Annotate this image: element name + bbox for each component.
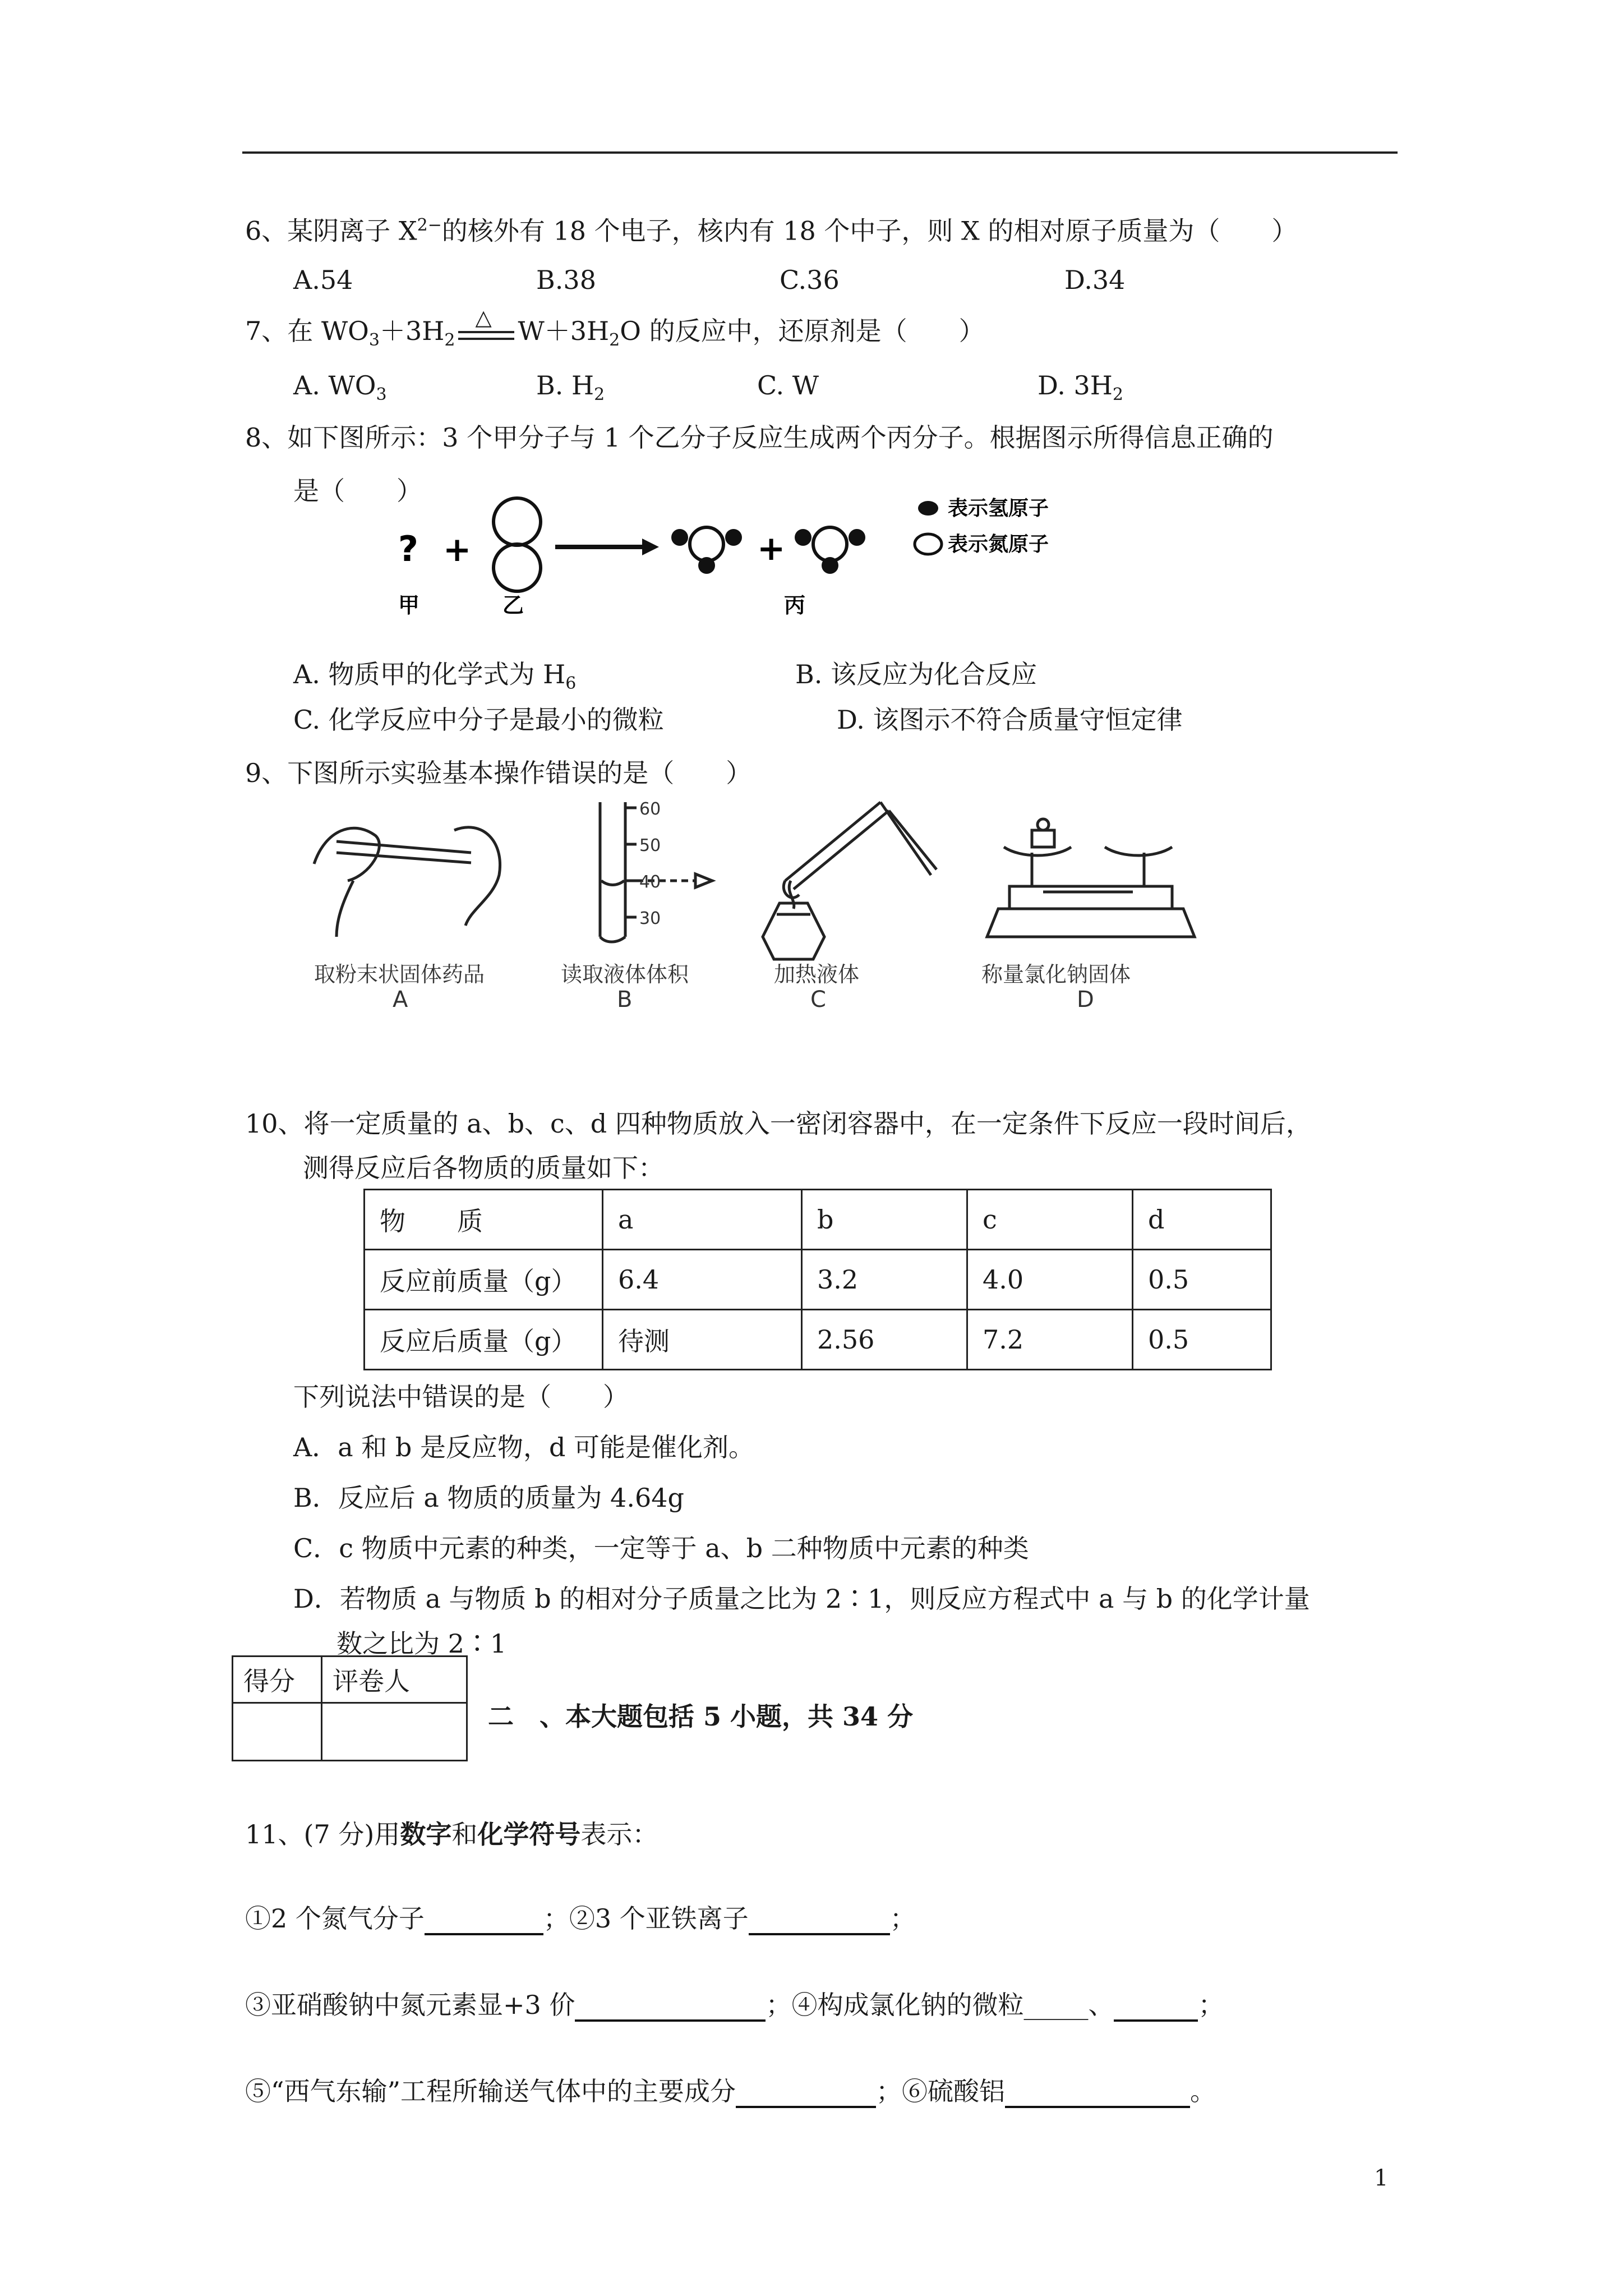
q10-option-a: A．a 和 b 是反应物，d 可能是催化剂。 (293, 1432, 755, 1462)
q11-item-6: ；⑥硫酸铝 (876, 2076, 1006, 2106)
section-2-title: 二 、本大题包括 5 小题，共 34 分 (488, 1701, 914, 1732)
q7-option-a: A. $WO_3$ (293, 370, 387, 405)
q10-option-d: D．若物质 a 与物质 b 的相对分子质量之比为 2∶1，则反应方程式中 a 与 b 的化学计量 (293, 1584, 1310, 1614)
q11-line-1 (245, 1902, 916, 1935)
q6-option-d: D.34 (1064, 265, 1126, 295)
q7-stem-part: 7、在 WO (245, 316, 369, 346)
q8-option-a: A. 物质甲的化学式为 $H_6$ (293, 659, 577, 694)
tick-50: 50 (639, 836, 661, 855)
q11-sep: ； (1198, 1990, 1224, 2020)
figure-b-letter: B (617, 987, 633, 1013)
q6-stem-part: 的核外有 18 个电子，核内有 18 个中子，则 X 的相对原子质量为（ ） (441, 215, 1298, 246)
q8-option-c: C. 化学反应中分子是最小的微粒 (293, 705, 664, 735)
table-cell: 0.5 (1133, 1250, 1271, 1310)
q6-stem-part: 6、某阴离子 X (245, 215, 417, 246)
nitrogen-atom-icon (494, 498, 541, 545)
table-cell: b (802, 1190, 967, 1250)
table-row (365, 1310, 1271, 1370)
q7-stem: 7、在 $WO_3+3H_2$ △ $W+3H_2O$ 的反应中，还原剂是（ ） (245, 314, 985, 357)
legend-hydrogen-icon (918, 501, 938, 516)
hydrogen-atom-icon (822, 557, 838, 574)
q8-question-mark: ? (398, 528, 418, 569)
table-cell: 4.0 (967, 1250, 1133, 1310)
score-label: 得分 (233, 1657, 322, 1703)
q10-option-d-cont: 数之比为 2∶1 (336, 1628, 507, 1659)
q7-stem-part: O 的反应中，还原剂是（ ） (620, 316, 985, 346)
q9-lab-figures (303, 797, 1211, 1021)
q7-option-b: B. $H_2$ (536, 370, 605, 405)
answer-blank-1[interactable] (425, 1904, 543, 1935)
q10-option-c: C．c 物质中元素的种类，一定等于 a、b 二种物质中元素的种类 (293, 1533, 1029, 1563)
q8-stem-line1: 8、如下图所示：3 个甲分子与 1 个乙分子反应生成两个丙分子。根据图示所得信息正确的 (245, 422, 1274, 453)
legend-nitrogen-icon (915, 534, 942, 554)
q11-item-2: ；②3 个亚铁离子 (543, 1903, 749, 1934)
page-number: 1 (1374, 2165, 1389, 2191)
q7-subscript: 3 (368, 330, 380, 351)
reaction-arrow-head (642, 539, 659, 555)
table-cell: 3.2 (802, 1250, 967, 1310)
q11-sep: 。 (1190, 2076, 1216, 2106)
nitrogen-atom-icon (813, 527, 847, 561)
q11-stem-part: 11、(7 分)用 (245, 1819, 400, 1849)
q8-option-d: D. 该图示不符合质量守恒定律 (837, 705, 1183, 735)
q6-option-c: C.36 (780, 265, 840, 295)
q11-emphasis: 化学符号 (477, 1819, 581, 1849)
q9-stem: 9、下图所示实验基本操作错误的是（ ） (245, 758, 752, 788)
q7-option-d: D. $3H_2$ (1038, 370, 1123, 405)
mass-table (363, 1189, 1272, 1370)
q11-item-1: ①2 个氮气分子 (245, 1903, 425, 1934)
q11-item-3: ③亚硝酸钠中氮元素显+3 价 (245, 1990, 575, 2020)
score-table-row (233, 1703, 467, 1761)
table-row (365, 1250, 1271, 1310)
hydrogen-atom-icon (671, 529, 688, 546)
hydrogen-atom-icon (698, 557, 715, 574)
q8-option-b: B. 该反应为化合反应 (795, 659, 1038, 689)
table-header-row (365, 1190, 1271, 1250)
q7-subscript: 2 (444, 330, 455, 351)
q11-line-3 (245, 2074, 1216, 2108)
q11-stem-part: 和 (451, 1819, 478, 1849)
q8-molecule-diagram (387, 494, 1172, 628)
q11-stem-part: 表示： (580, 1819, 658, 1849)
q7-stem-part: ＋3H (379, 316, 445, 346)
label-jia: 甲 (398, 593, 420, 618)
hydrogen-atom-icon (795, 529, 811, 546)
grader-cell (322, 1703, 467, 1761)
heat-symbol: △ (475, 305, 492, 330)
figure-d-balance-icon (987, 819, 1195, 937)
q10-prompt: 下列说法中错误的是（ ） (293, 1382, 629, 1412)
figure-d-caption: 称量氯化钠固体 (981, 962, 1131, 987)
grader-label: 评卷人 (322, 1657, 467, 1703)
q11-emphasis: 数字 (400, 1819, 452, 1849)
legend-nitrogen-label: 表示氮原子 (948, 533, 1049, 556)
table-cell: a (603, 1190, 802, 1250)
figure-a-caption: 取粉末状固体药品 (314, 962, 485, 987)
table-cell: 2.56 (802, 1310, 967, 1370)
heat-equals-sign (455, 305, 518, 348)
tick-40: 40 (639, 872, 661, 892)
nitrogen-atom-icon (494, 544, 541, 591)
hydrogen-atom-icon (725, 529, 742, 546)
q10-stem-line2: 测得反应后各物质的质量如下： (303, 1153, 664, 1183)
q6-stem (245, 209, 1297, 247)
q8-plus-2: + (757, 529, 786, 568)
q8-plus-1: + (443, 530, 472, 569)
table-cell: d (1133, 1190, 1271, 1250)
tick-30: 30 (639, 909, 661, 928)
score-cell (233, 1703, 322, 1761)
q10-stem-line1: 10、将一定质量的 a、b、c、d 四种物质放入一密闭容器中，在一定条件下反应一段时间后， (245, 1108, 1312, 1139)
q11-line-2 (245, 1988, 1224, 2022)
score-table-header (233, 1657, 467, 1703)
table-cell: 6.4 (603, 1250, 802, 1310)
figure-c-letter: C (810, 987, 826, 1013)
q6-option-a: A.54 (293, 265, 353, 295)
header-rule (242, 151, 1398, 154)
label-bing: 丙 (784, 593, 806, 618)
table-cell: 物 质 (365, 1190, 603, 1250)
table-cell: 反应后质量（g） (365, 1310, 603, 1370)
figure-a-letter: A (393, 987, 408, 1013)
answer-blank-6[interactable] (1005, 2077, 1190, 2108)
figure-b-caption: 读取液体体积 (561, 962, 689, 987)
table-cell: 待测 (603, 1310, 802, 1370)
table-cell: 反应前质量（g） (365, 1250, 603, 1310)
table-cell: 0.5 (1133, 1310, 1271, 1370)
figure-a-powder-icon (314, 827, 500, 937)
answer-blank-3[interactable] (575, 1990, 766, 2022)
q11-item-5: ⑤“西气东输”工程所输送气体中的主要成分 (245, 2076, 736, 2106)
table-cell: c (967, 1190, 1133, 1250)
figure-d-letter: D (1077, 987, 1094, 1013)
table-cell: 7.2 (967, 1310, 1133, 1370)
q7-stem-part: W＋3H (518, 316, 610, 346)
score-table (232, 1655, 468, 1761)
tick-60: 60 (639, 799, 661, 819)
q6-option-b: B.38 (536, 265, 596, 295)
figure-c-heating-icon (763, 802, 937, 959)
q10-option-b: B．反应后 a 物质的质量为 4.64g (293, 1483, 684, 1513)
label-yi: 乙 (502, 593, 524, 618)
q11-item-4: ；④构成氯化钠的微粒_____、 (766, 1990, 1114, 2020)
q6-superscript: 2− (417, 215, 442, 235)
hydrogen-atom-icon (849, 529, 865, 546)
figure-c-caption: 加热液体 (774, 962, 860, 987)
answer-blank-4[interactable] (1114, 1990, 1198, 2022)
legend-hydrogen-label: 表示氢原子 (948, 497, 1049, 520)
q11-sep: ； (889, 1903, 916, 1934)
q7-option-c: C. W (757, 370, 819, 401)
q11-stem (245, 1818, 658, 1851)
answer-blank-5[interactable] (736, 2077, 876, 2108)
q8-stem-line2: 是（ ） (293, 476, 422, 506)
nitrogen-atom-icon (690, 527, 723, 561)
answer-blank-2[interactable] (749, 1904, 890, 1935)
